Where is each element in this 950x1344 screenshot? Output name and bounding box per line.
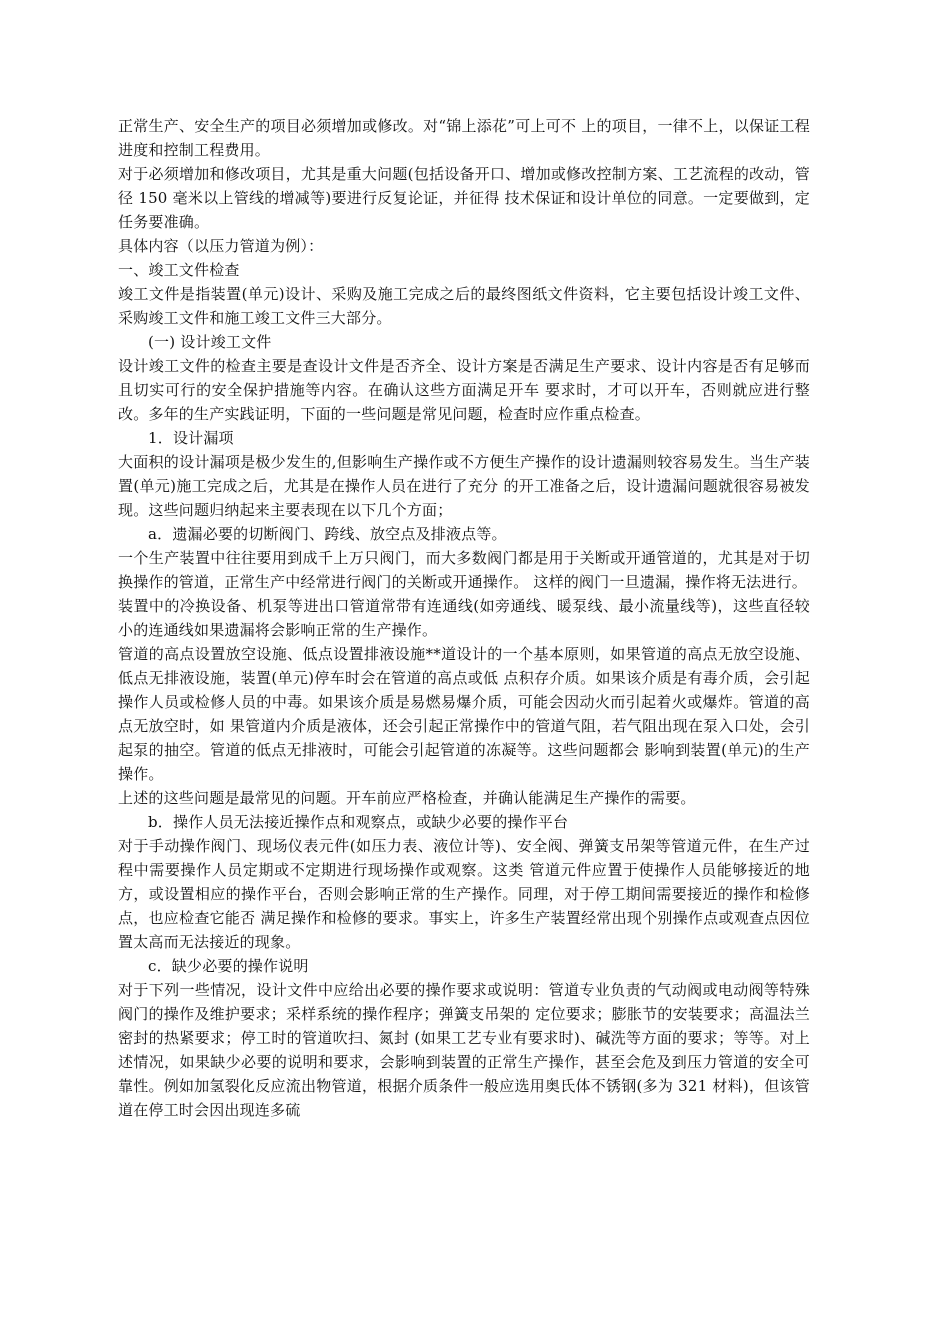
paragraph-design-docs: 设计竣工文件的检查主要是查设计文件是否齐全、设计方案是否满足生产要求、设计内容是否有足够而且切实可行的安全保护措施等内容。在确认这些方面满足开车 要求时，才可以开车，否则就应进行整改。多年的生产实践证明，下面的一些问题是常见问题，检查时应作重点检查。: [118, 357, 810, 423]
item-heading-c: c．缺少必要的操作说明: [148, 957, 309, 975]
paragraph-design-omission: 大面积的设计漏项是极少发生的,但影响生产操作或不方便生产操作的设计遗漏则较容易发生。当生产装置(单元)施工完成之后，尤其是在操作人员在进行了充分 的开工准备之后，设计遗漏问题就很容易被发现。这些问题归纳起来主要表现在以下几个方面；: [118, 453, 810, 519]
subsection-heading-design-docs: (一) 设计竣工文件: [148, 333, 272, 351]
paragraph-completion-docs: 竣工文件是指装置(单元)设计、采购及施工完成之后的最终图纸文件资料，它主要包括设计竣工文件、采购竣工文件和施工竣工文件三大部分。: [118, 285, 810, 327]
paragraph-modification: 对于必须增加和修改项目，尤其是重大问题(包括设备开口、增加或修改控制方案、工艺流程的改动，管径 150 毫米以上管线的增减等)要进行反复论证，并征得 技术保证和设计单位的同意。一定要做到，定任务要准确。: [118, 165, 810, 231]
document-page: [118, 114, 810, 1122]
paragraph-bypass-lines: 装置中的冷换设备、机泵等进出口管道常带有连通线(如旁通线、暖泵线、最小流量线等)，这些直径较小的连通线如果遗漏将会影响正常的生产操作。: [118, 597, 810, 639]
paragraph-vent-drain: 管道的高点设置放空设施、低点设置排液设施**道设计的一个基本原则，如果管道的高点无放空设施、低点无排液设施，装置(单元)停车时会在管道的高点或低 点积存介质。如果该介质是有毒介质，会引起操作人员或检修人员的中毒。如果该介质是易燃易爆介质，可能会因动火而引起着火或爆炸。管道的高点无放空时，如 果管道内介质是液体，还会引起正常操作中的管道气阻，若气阻出现在泵入口处，会引起泵的抽空。管道的低点无排液时，可能会引起管道的冻凝等。这些问题都会 影响到装置(单元)的生产操作。: [118, 645, 810, 783]
item-heading-design-omission: 1．设计漏项: [148, 429, 234, 447]
paragraph-valves: 一个生产装置中往往要用到成千上万只阀门，而大多数阀门都是用于关断或开通管道的，尤其是对于切换操作的管道，正常生产中经常进行阀门的关断或开通操作。 这样的阀门一旦遗漏，操作将无法进行。: [118, 549, 810, 591]
item-heading-a: a．遗漏必要的切断阀门、跨线、放空点及排液点等。: [148, 525, 507, 543]
paragraph-intro: 正常生产、安全生产的项目必须增加或修改。对“锦上添花”可上可不 上的项目，一律不上，以保证工程进度和控制工程费用。: [118, 117, 810, 159]
paragraph-content-label: 具体内容（以压力管道为例）：: [118, 237, 324, 255]
item-heading-b: b．操作人员无法接近操作点和观察点，或缺少必要的操作平台: [148, 813, 569, 831]
paragraph-instructions: 对于下列一些情况，设计文件中应给出必要的操作要求或说明：管道专业负责的气动阀或电动阀等特殊阀门的操作及维护要求；采样系统的操作程序；弹簧支吊架的 定位要求；膨胀节的安装要求；高温法兰密封的热紧要求；停工时的管道吹扫、氮封 (如果工艺专业有要求时)、碱洗等方面的要求；等等。对上述情况，如果缺少必要的说明和要求，会影响到装置的正常生产操作，甚至会危及到压力管道的安全可 靠性。例如加氢裂化反应流出物管道，根据介质条件一般应选用奥氏体不锈钢(多为 321 材料)，但该管道在停工时会因出现连多硫: [118, 981, 810, 1119]
paragraph-summary: 上述的这些问题是最常见的问题。开车前应严格检查，并确认能满足生产操作的需要。: [118, 789, 696, 807]
section-heading-completion-docs: 一、竣工文件检查: [118, 261, 240, 279]
paragraph-access: 对于手动操作阀门、现场仪表元件(如压力表、液位计等)、安全阀、弹簧支吊架等管道元件，在生产过程中需要操作人员定期或不定期进行现场操作或观察。这类 管道元件应置于使操作人员能够接近的地方，或设置相应的操作平台，否则会影响正常的生产操作。同理，对于停工期间需要接近的操作和检修点，也应检查它能否 满足操作和检修的要求。事实上，许多生产装置经常出现个别操作点或观查点因位置太高而无法接近的现象。: [118, 837, 810, 951]
